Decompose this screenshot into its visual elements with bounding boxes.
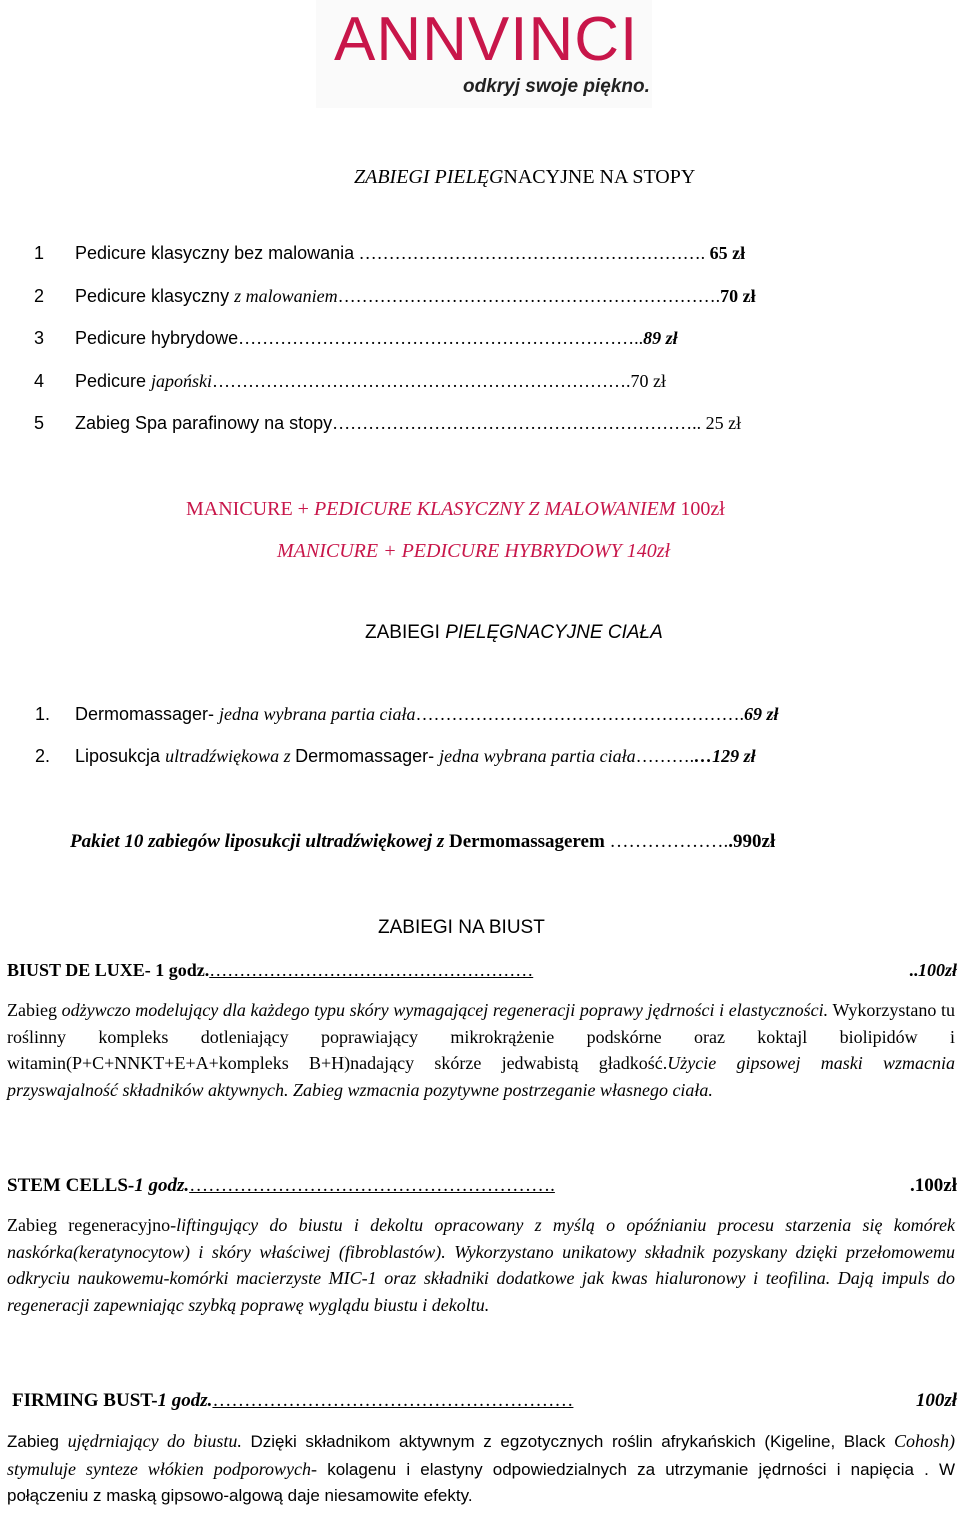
body-care-title: ZABIEGI PIELĘGNACYJNE CIAŁA xyxy=(365,622,663,643)
list-item: 1. Dermomassager- jedna wybrana partia ciała……………………………………………….69 zł xyxy=(35,704,779,724)
promo-classic: MANICURE + PEDICURE KLASYCZNY Z MALOWANIEM 100zł xyxy=(186,498,725,520)
list-item: 2 Pedicure klasyczny z malowaniem……………………………………………………….70 zł xyxy=(34,286,756,306)
package-offer: Pakiet 10 zabiegów liposukcji ultradźwiękowej z Dermomassagerem ………………..990zł xyxy=(70,831,776,852)
logo-brand-first: ANN xyxy=(334,5,468,74)
list-item: 5 Zabieg Spa parafinowy na stopy…………………………………………………….. 25 zł xyxy=(34,413,742,433)
treatment-heading: FIRMING BUST- 1 godz. ………………………………………………… 100zł xyxy=(12,1390,957,1411)
treatment-description: Zabieg regeneracyjno-liftingujący do biustu i dekoltu opracowany z myślą o opóźnianiu procesu starzenia się komórek naskórka(keratynocytow) i skóry właściwej (fibroblastów). Wykorzystano unikatowy składnik pozyskany dzięki przełomowemu odkryciu naukowemu-komórki macierzyste MIC-1 oraz składniki dodatkowe jak kwas hialuronowy i teofilina. Dają impuls do regeneracji zapewniając szybką poprawę wyglądu biustu i dekoltu. xyxy=(7,1215,955,1315)
logo xyxy=(316,0,652,108)
treatment-description: Zabieg odżywczo modelujący dla każdego typu skóry wymagającej regeneracji poprawy jędrności i elastyczności. Wykorzystano tu roślinny kompleks dotleniający poprawiający mikrokrążenie podskórne oraz koktajl biolipidów i witamin(P+C+NNKT+E+A+kompleks B+H)nadający skórze jedwabistą gładkość.Użycie gipsowej maski wzmacnia przyswajalność składników aktywnych. Zabieg wzmacnia pozytywne postrzeganie własnego ciała. xyxy=(7,1000,956,1100)
logo-brand-second: VINCI xyxy=(467,5,639,74)
foot-section-title: ZABIEGI PIELĘGNACYJNE NA STOPY xyxy=(354,166,696,188)
list-item: 4 Pedicure japoński…………………………………………………………….70 zł xyxy=(34,371,667,391)
logo-slogan: odkryj swoje piękno. xyxy=(463,76,650,97)
list-item: 1 Pedicure klasyczny bez malowania …………………………………………………. 65 zł xyxy=(34,243,746,263)
treatment-heading: BIUST DE LUXE- 1 godz. ……………………………………………… .. 100zł xyxy=(7,960,957,980)
promo-hybrid: MANICURE + PEDICURE HYBRYDOWY 140zł xyxy=(277,540,671,562)
bust-section-title: ZABIEGI NA BIUST xyxy=(378,917,545,938)
list-item: 2. Liposukcja ultradźwiękowa z Dermomassager- jedna wybrana partia ciała……….…129 zł xyxy=(35,746,756,766)
treatment-heading: STEM CELLS- 1 godz. …………………………………………………. .100zł xyxy=(7,1175,957,1196)
list-item: 3 Pedicure hybrydowe…………………………………………………………..89 zł xyxy=(34,328,678,348)
treatment-description: Zabieg ujędrniający do biustu. Dzięki składnikom aktywnym z egzotycznych roślin afrykańskich (Kigeline, Black Cohosh) stymuluje synteze włókien podporowych- kolagenu i elastyny odpowiedzialnych za utrzymanie jędrności i napięcia . W połączeniu z maską gipsowo-algową daje niesamowite efekty. xyxy=(7,1431,956,1505)
logo-wordmark xyxy=(334,4,638,75)
